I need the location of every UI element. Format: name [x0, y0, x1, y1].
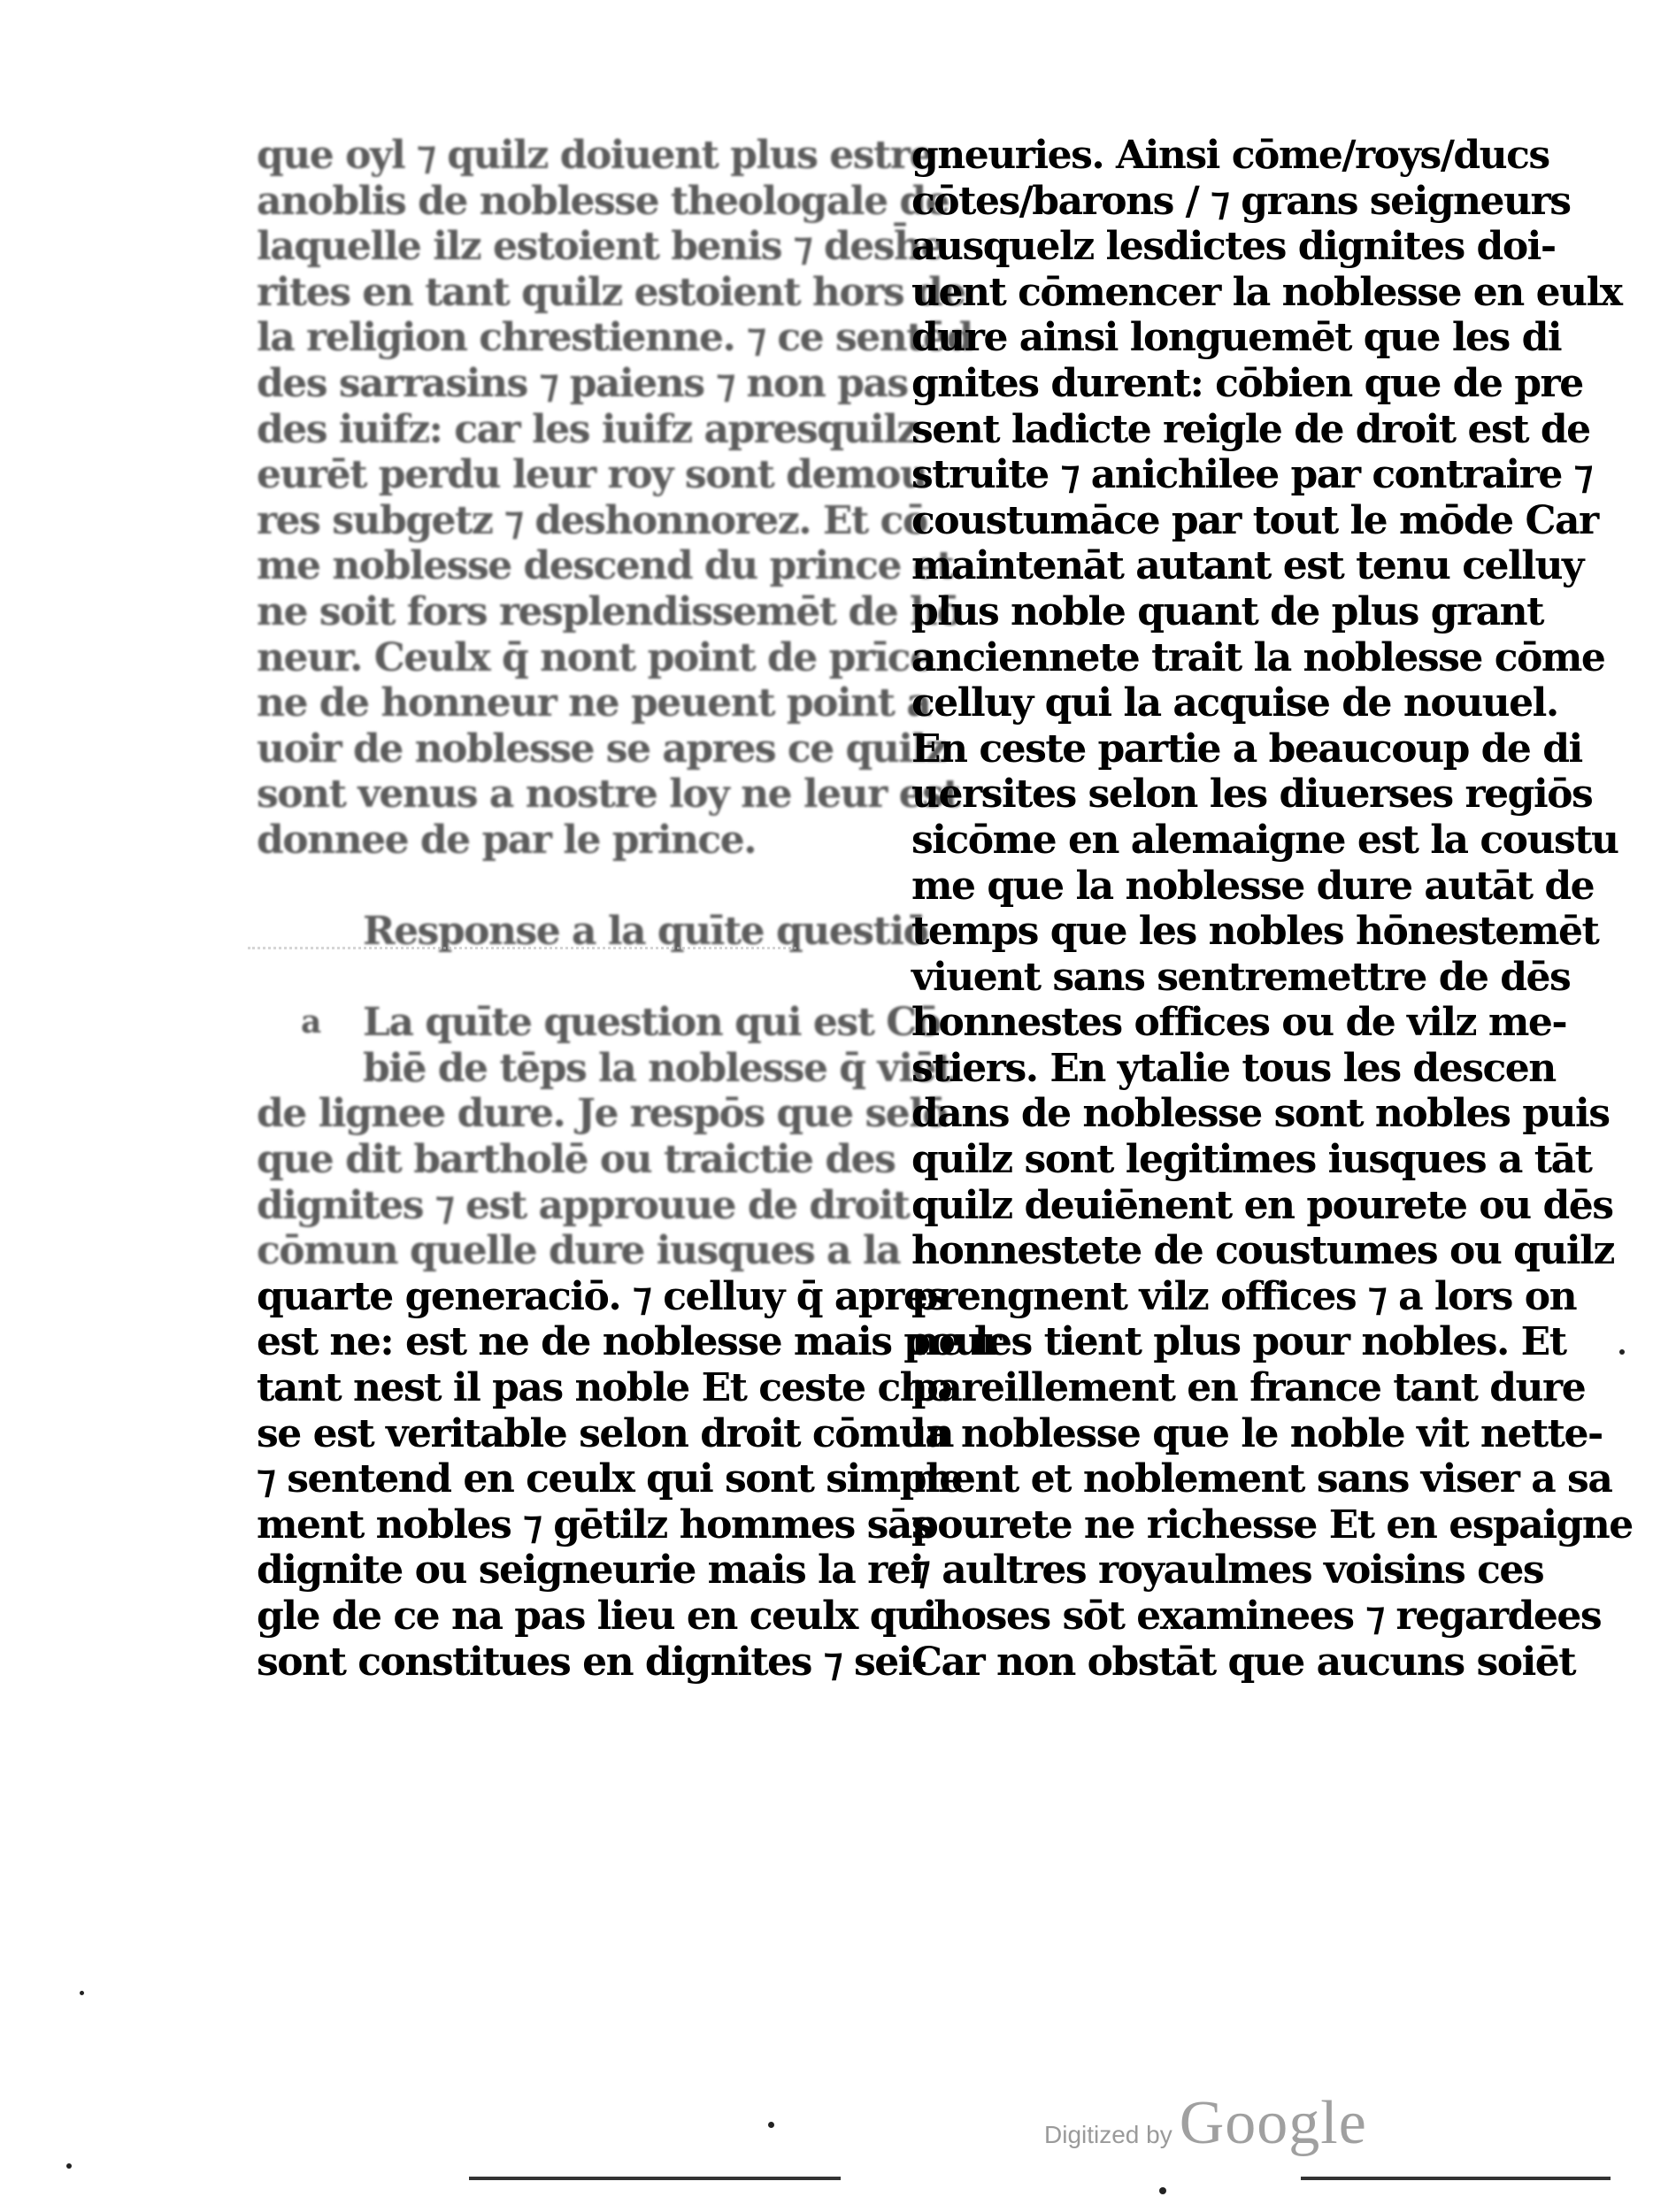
text-line: choses sōt examinees ⁊ regardees [911, 1594, 1602, 1639]
margin-letter: a [301, 1003, 320, 1041]
text-line: me que la noblesse dure autāt de [911, 863, 1595, 909]
section-heading: Response a la quīte questiō [363, 909, 928, 955]
text-line: biē de tēps la noblesse q̄ viēt [363, 1045, 952, 1091]
text-line: me noblesse descend du prince et [257, 543, 954, 589]
text-line: ment et noblement sans viser a sa [911, 1456, 1612, 1502]
digitized-by-google-watermark [1044, 2088, 1367, 2159]
text-line: se est veritable selon droit cōmun [257, 1410, 954, 1456]
text-line: sont constitues en dignites ⁊ sei- [257, 1639, 926, 1685]
right-text-column [911, 133, 1633, 1685]
text-line: anciennete trait la noblesse cōme [911, 634, 1605, 680]
text-line: uersites selon les diuerses regiōs [911, 772, 1593, 818]
text-line: celluy qui la acquise de nouuel. [911, 680, 1558, 726]
text-line: la religion chrestienne. ⁊ ce sentēd [257, 315, 973, 361]
text-line: maintenāt autant est tenu celluy [911, 543, 1583, 589]
text-line: quarte generaciō. ⁊ celluy q̄ apres [257, 1273, 948, 1319]
text-line: struite ⁊ anichilee par contraire ⁊ [911, 452, 1593, 498]
text-line: uent cōmencer la noblesse en eulx [911, 269, 1622, 315]
text-line: de lignee dure. Je respōs que selō [257, 1091, 948, 1137]
text-line: sicōme en alemaigne est la coustu [911, 817, 1618, 863]
text-line: plus noble quant de plus grant [911, 588, 1543, 634]
scan-speck [80, 1991, 84, 1995]
text-line: pareillement en france tant dure [911, 1365, 1586, 1411]
text-line: gneuries. Ainsi cōme/roys/ducs [911, 133, 1549, 178]
text-line: gnites durent: cōbien que de pre [911, 360, 1583, 406]
text-line: cōtes/barons / ⁊ grans seigneurs [911, 178, 1571, 224]
text-line: ne soit fors resplendissemēt de hō [257, 588, 962, 634]
text-line: prengnent vilz offices ⁊ a lors on [911, 1273, 1577, 1319]
text-line: sont venus a nostre loy ne leur est [257, 772, 960, 818]
text-line: dignite ou seigneurie mais la rei [257, 1548, 924, 1594]
text-line: que oyl ⁊ quilz doiuent plus estre [257, 133, 933, 178]
text-line: ment nobles ⁊ gētilz hommes sās [257, 1502, 933, 1548]
text-line: cōmun quelle dure iusques a la [257, 1228, 901, 1274]
answer-first-line [257, 1000, 941, 1046]
text-line: honnestes offices ou de vilz me- [911, 1000, 1567, 1046]
text-line: En ceste partie a beaucoup de di [911, 726, 1582, 772]
google-logo: Google [1179, 2089, 1367, 2157]
blank-line [257, 864, 867, 910]
text-line: dure ainsi longuemēt que les di [911, 315, 1562, 361]
watermark-prefix: Digitized by [1044, 2121, 1172, 2148]
text-line: tant nest il pas noble Et ceste cho [257, 1365, 952, 1411]
text-line: des sarrasins ⁊ paiens ⁊ non pas [257, 360, 908, 406]
text-line: uoir de noblesse se apres ce quilz [257, 726, 947, 772]
text-line: Car non obstāt que aucuns soiēt [911, 1639, 1576, 1685]
scan-edge-line [469, 2177, 841, 2180]
text-line: viuent sans sentremettre de dēs [911, 954, 1571, 1000]
text-line: ne les tient plus pour nobles. Et [911, 1319, 1566, 1365]
scan-speck [1159, 2187, 1166, 2194]
text-line: eurēt perdu leur roy sont demou [257, 452, 927, 498]
scan-edge-line [1301, 2177, 1611, 2180]
left-text-column [257, 133, 1001, 1685]
scan-noise-divider [248, 947, 796, 967]
text-line: ne de honneur ne peuent point a [257, 680, 931, 726]
text-line: rites en tant quilz estoient hors de [257, 269, 965, 315]
text-line: que dit bartholē ou traictie des [257, 1137, 896, 1183]
text-line: quilz sont legitimes iusques a tāt [911, 1137, 1592, 1183]
text-line: ⁊ sentend en ceulx qui sont simple [257, 1456, 963, 1502]
text-line: sent ladicte reigle de droit est de [911, 406, 1590, 452]
text-line: honnestete de coustumes ou quilz [911, 1228, 1614, 1274]
text-line: la noblesse que le noble vit nette- [911, 1410, 1603, 1456]
scan-speck [1619, 1349, 1625, 1355]
text-line: res subgetz ⁊ deshonnorez. Et cō [257, 497, 927, 543]
text-line: coustumāce par tout le mōde Car [911, 497, 1598, 543]
text-line: pourete ne richesse Et en espaigne [911, 1502, 1633, 1548]
text-line: laquelle ilz estoient benis ⁊ desh̄e [257, 224, 944, 270]
scan-speck [66, 2163, 72, 2169]
scan-speck [768, 2122, 774, 2128]
text-line: ausquelz lesdictes dignites doi- [911, 224, 1556, 270]
text-line: dans de noblesse sont nobles puis [911, 1091, 1610, 1137]
text-line: anoblis de noblesse theologale de [257, 178, 949, 224]
text-line: quilz deuiēnent en pourete ou dēs [911, 1182, 1613, 1228]
text-line: des iuifz: car les iuifz apresquilz [257, 406, 918, 452]
text-line: temps que les nobles hōnestemēt [911, 909, 1599, 955]
text-line: est ne: est ne de noblesse mais pour [257, 1319, 1001, 1365]
text-line: stiers. En ytalie tous les descen [911, 1045, 1556, 1091]
answer-first-text: La quīte question qui est Cō [363, 1000, 941, 1046]
text-line: ⁊ aultres royaulmes voisins ces [911, 1548, 1544, 1594]
text-line: dignites ⁊ est approuue de droit [257, 1182, 910, 1228]
text-line: donnee de par le prince. [257, 817, 757, 863]
text-line: gle de ce na pas lieu en ceulx qui [257, 1594, 936, 1639]
text-line: neur. Ceulx q̄ nont point de prīce [257, 634, 934, 680]
